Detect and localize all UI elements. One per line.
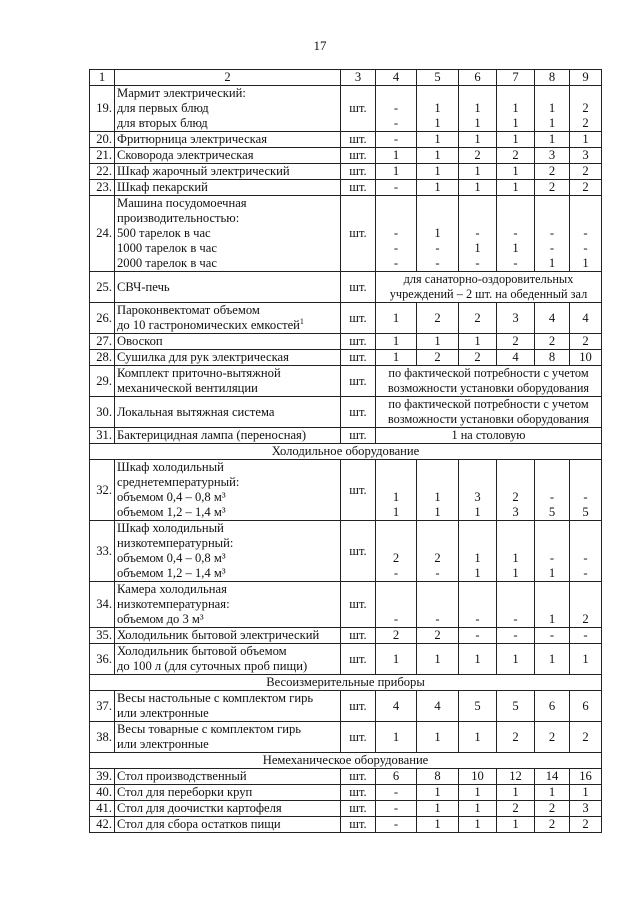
table-row [90,521,602,582]
table-row [90,148,602,164]
item-name: Мармит электрический: для первых блюд для вторых блюд [117,86,246,130]
quantity-cell: 4 [570,303,602,334]
row-number: 20. [90,132,115,148]
quantity-cell: 1 [535,785,570,801]
quantity-cell: 1 [376,644,417,675]
quantity-cell: 2 - [376,521,417,582]
quantity-cell: 1 [376,722,417,753]
column-number: 8 [535,70,570,86]
item-name: СВЧ-печь [117,279,170,294]
quantity-cell: - 1 - [459,196,497,272]
quantity-cell: 1 1 [497,86,535,132]
quantity-cell: 2 [570,180,602,196]
unit-cell: шт. [341,148,376,164]
quantity-cell: 1 [497,180,535,196]
quantity-cell: 8 [417,769,459,785]
row-number: 23. [90,180,115,196]
item-name: Овоскоп [117,334,163,348]
quantity-cell: 2 2 [570,86,602,132]
quantity-cell: 1 [459,180,497,196]
quantity-cell: 1 [459,644,497,675]
quantity-cell: 2 [570,164,602,180]
row-number: 36. [90,644,115,675]
item-name: Локальная вытяжная система [117,404,275,419]
row-number: 30. [90,397,115,428]
column-number: 7 [497,70,535,86]
quantity-cell: - 1 - [497,196,535,272]
quantity-cell: 1 [497,785,535,801]
item-name: Весы настольные с комплектом гирь или электронные [117,691,314,720]
quantity-cell: 2 3 [497,460,535,521]
item-name-cell [115,272,341,303]
quantity-cell: 1 [459,817,497,833]
quantity-cell: 12 [497,769,535,785]
row-number: 27. [90,334,115,350]
quantity-cell: 1 [376,350,417,366]
row-number: 35. [90,628,115,644]
quantity-cell: - [376,132,417,148]
equipment-table [89,69,602,833]
footnote-marker: 1 [299,316,304,326]
table-row [90,366,602,397]
quantity-cell: 2 [535,164,570,180]
row-number: 22. [90,164,115,180]
quantity-cell: 1 [376,303,417,334]
table-row [90,691,602,722]
column-number: 5 [417,70,459,86]
unit-cell: шт. [341,521,376,582]
quantity-cell: 1 [570,132,602,148]
quantity-cell: 1 [417,722,459,753]
item-name-cell [115,303,341,334]
unit-cell: шт. [341,180,376,196]
quantity-cell: 3 [497,303,535,334]
quantity-cell: 2 [570,817,602,833]
column-number: 9 [570,70,602,86]
table-row [90,785,602,801]
column-number: 3 [341,70,376,86]
quantity-cell: 3 [570,148,602,164]
quantity-cell: 2 [459,350,497,366]
unit-cell: шт. [341,460,376,521]
quantity-cell: 1 [459,132,497,148]
unit-cell: шт. [341,691,376,722]
item-name-cell [115,196,341,272]
table-row [90,644,602,675]
merged-quantity-note: для санаторно-оздоровительных учреждений – 2 шт. на обеденный зал [376,272,602,303]
quantity-cell: - [535,628,570,644]
quantity-cell: 1 [535,132,570,148]
item-name: Стол производственный [117,769,247,783]
item-name-cell [115,164,341,180]
quantity-cell: 4 [497,350,535,366]
table-row [90,86,602,132]
quantity-cell: 1 [570,785,602,801]
table-row [90,817,602,833]
quantity-cell: 2 [570,334,602,350]
item-name: Комплект приточно-вытяжной механической вентиляции [117,366,281,395]
column-number: 2 [115,70,341,86]
quantity-cell: 1 [459,722,497,753]
quantity-cell: 1 [417,785,459,801]
quantity-cell: 1 1 [459,86,497,132]
column-number: 6 [459,70,497,86]
row-number: 21. [90,148,115,164]
item-name: Пароконвектомат объемом до 10 гастрономических емкостей [117,303,300,332]
unit-cell: шт. [341,334,376,350]
item-name-cell [115,521,341,582]
item-name-cell [115,691,341,722]
unit-cell: шт. [341,397,376,428]
quantity-cell: 5 [497,691,535,722]
row-number: 33. [90,521,115,582]
merged-quantity-note: по фактической потребности с учетом возможности установки оборудования [376,366,602,397]
table-row [90,582,602,628]
quantity-cell: 3 [570,801,602,817]
section-heading: Холодильное оборудование [90,444,602,460]
quantity-cell: 3 [535,148,570,164]
item-name: Стол для сбора остатков пищи [117,817,281,831]
quantity-cell: 2 [535,722,570,753]
unit-cell: шт. [341,86,376,132]
item-name: Бактерицидная лампа (переносная) [117,428,307,442]
item-name: Сковорода электрическая [117,148,254,162]
item-name: Холодильник бытовой объемом до 100 л (для суточных проб пищи) [117,644,308,673]
quantity-cell: 1 [417,148,459,164]
quantity-cell: 4 [376,691,417,722]
row-number: 41. [90,801,115,817]
unit-cell: шт. [341,769,376,785]
table-row [90,164,602,180]
unit-cell: шт. [341,164,376,180]
row-number: 29. [90,366,115,397]
quantity-cell: 1 1 [376,460,417,521]
item-name-cell [115,785,341,801]
quantity-cell: - [570,628,602,644]
quantity-cell: 2 [497,801,535,817]
unit-cell: шт. [341,132,376,148]
quantity-cell: 2 [497,334,535,350]
quantity-cell: 1 [459,164,497,180]
item-name: Холодильник бытовой электрический [117,628,320,642]
quantity-cell: - [376,180,417,196]
quantity-cell: 2 [570,722,602,753]
item-name-cell [115,86,341,132]
quantity-cell: 1 [459,785,497,801]
quantity-cell: 2 [417,628,459,644]
quantity-cell: 1 [459,801,497,817]
table-row [90,801,602,817]
item-name-cell [115,801,341,817]
item-name-cell [115,180,341,196]
item-name-cell [115,769,341,785]
quantity-cell: 1 [459,334,497,350]
item-name: Стол для переборки круп [117,785,253,799]
column-number: 1 [90,70,115,86]
item-name-cell [115,397,341,428]
quantity-cell: 1 1 [417,86,459,132]
quantity-cell: 2 [459,148,497,164]
quantity-cell: 2 [417,350,459,366]
page-number: 17 [313,38,327,53]
table-row [90,334,602,350]
quantity-cell: - [459,628,497,644]
row-number: 38. [90,722,115,753]
quantity-cell: - - 1 [570,196,602,272]
quantity-cell: 1 1 [497,521,535,582]
quantity-cell: - 5 [570,460,602,521]
quantity-cell: 1 1 [417,460,459,521]
quantity-cell: 1 [497,164,535,180]
merged-quantity-note: 1 на столовую [376,428,602,444]
item-name: Камера холодильная низкотемпературная: объемом до 3 м³ [117,582,230,626]
quantity-cell: 6 [570,691,602,722]
quantity-cell: - [497,582,535,628]
unit-cell: шт. [341,801,376,817]
unit-cell: шт. [341,350,376,366]
quantity-cell: 2 - [417,521,459,582]
column-number: 4 [376,70,417,86]
unit-cell: шт. [341,582,376,628]
quantity-cell: 2 [535,334,570,350]
quantity-cell: 1 [376,148,417,164]
quantity-cell: - - - [376,196,417,272]
item-name: Стол для доочистки картофеля [117,801,282,815]
quantity-cell: 1 [376,164,417,180]
table-row [90,272,602,303]
item-name: Весы товарные с комплектом гирь или электронные [117,722,302,751]
item-name-cell [115,148,341,164]
item-name: Машина посудомоечная производительностью: 500 тарелок в час 1000 тарелок в час 2000 тарелок в час [117,196,247,270]
quantity-cell: - [417,582,459,628]
quantity-cell: 1 [497,817,535,833]
quantity-cell: 5 [459,691,497,722]
section-row [90,444,602,460]
unit-cell: шт. [341,722,376,753]
quantity-cell: 1 [497,132,535,148]
item-name-cell [115,644,341,675]
quantity-cell: - [376,785,417,801]
quantity-cell: 1 - - [417,196,459,272]
section-heading: Весоизмерительные приборы [90,675,602,691]
item-name-cell [115,460,341,521]
quantity-cell: 2 [535,817,570,833]
quantity-cell: 2 [570,582,602,628]
unit-cell: шт. [341,303,376,334]
table-row [90,628,602,644]
quantity-cell: 2 [459,303,497,334]
item-name-cell [115,817,341,833]
quantity-cell: 1 [376,334,417,350]
quantity-cell: 2 [497,148,535,164]
quantity-cell: 4 [417,691,459,722]
unit-cell: шт. [341,366,376,397]
table-row [90,769,602,785]
table-row [90,180,602,196]
unit-cell: шт. [341,817,376,833]
table-row [90,350,602,366]
section-row [90,675,602,691]
quantity-cell: 1 1 [535,86,570,132]
row-number: 19. [90,86,115,132]
quantity-cell: 3 1 [459,460,497,521]
quantity-cell: - 5 [535,460,570,521]
quantity-cell: 8 [535,350,570,366]
quantity-cell: - - [570,521,602,582]
row-number: 28. [90,350,115,366]
item-name: Шкаф пекарский [117,180,208,194]
quantity-cell: - [497,628,535,644]
section-heading: Немеханическое оборудование [90,753,602,769]
row-number: 24. [90,196,115,272]
quantity-cell: - [376,801,417,817]
unit-cell: шт. [341,196,376,272]
unit-cell: шт. [341,644,376,675]
quantity-cell: 1 [417,801,459,817]
quantity-cell: - 1 [535,521,570,582]
row-number: 34. [90,582,115,628]
row-number: 31. [90,428,115,444]
quantity-cell: 1 [417,132,459,148]
quantity-cell: - [376,817,417,833]
quantity-cell: 6 [376,769,417,785]
quantity-cell: 1 [417,164,459,180]
item-name-cell [115,628,341,644]
quantity-cell: 2 [417,303,459,334]
row-number: 42. [90,817,115,833]
quantity-cell: 16 [570,769,602,785]
item-name-cell [115,132,341,148]
unit-cell: шт. [341,628,376,644]
item-name: Сушилка для рук электрическая [117,350,289,364]
quantity-cell: 10 [459,769,497,785]
item-name-cell [115,350,341,366]
unit-cell: шт. [341,785,376,801]
section-row [90,753,602,769]
item-name-cell [115,428,341,444]
row-number: 39. [90,769,115,785]
quantity-cell: 2 [535,801,570,817]
item-name: Шкаф холодильный низкотемпературный: объемом 0,4 – 0,8 м³ объемом 1,2 – 1,4 м³ [117,521,234,580]
row-number: 32. [90,460,115,521]
quantity-cell: - - 1 [535,196,570,272]
quantity-cell: 6 [535,691,570,722]
table-row [90,397,602,428]
row-number: 25. [90,272,115,303]
item-name: Шкаф жарочный электрический [117,164,290,178]
quantity-cell: 1 [417,180,459,196]
quantity-cell: 1 [570,644,602,675]
row-number: 26. [90,303,115,334]
item-name: Шкаф холодильный среднетемпературный: объемом 0,4 – 0,8 м³ объемом 1,2 – 1,4 м³ [117,460,240,519]
item-name: Фритюрница электрическая [117,132,267,146]
merged-quantity-note: по фактической потребности с учетом возможности установки оборудования [376,397,602,428]
quantity-cell: 2 [497,722,535,753]
quantity-cell: 10 [570,350,602,366]
column-number-row [90,70,602,86]
row-number: 37. [90,691,115,722]
item-name-cell [115,582,341,628]
row-number: 40. [90,785,115,801]
quantity-cell: 1 [417,334,459,350]
table-row [90,428,602,444]
item-name-cell [115,722,341,753]
quantity-cell: - - [376,86,417,132]
table-row [90,460,602,521]
quantity-cell: 1 [535,582,570,628]
quantity-cell: 1 1 [459,521,497,582]
quantity-cell: 1 [497,644,535,675]
quantity-cell: 2 [535,180,570,196]
table-row [90,196,602,272]
unit-cell: шт. [341,428,376,444]
table-row [90,132,602,148]
item-name-cell [115,366,341,397]
quantity-cell: 1 [417,817,459,833]
quantity-cell: 14 [535,769,570,785]
quantity-cell: 1 [535,644,570,675]
quantity-cell: - [376,582,417,628]
quantity-cell: - [459,582,497,628]
quantity-cell: 1 [417,644,459,675]
unit-cell: шт. [341,272,376,303]
item-name-cell [115,334,341,350]
quantity-cell: 4 [535,303,570,334]
table-row [90,722,602,753]
quantity-cell: 2 [376,628,417,644]
table-row [90,303,602,334]
